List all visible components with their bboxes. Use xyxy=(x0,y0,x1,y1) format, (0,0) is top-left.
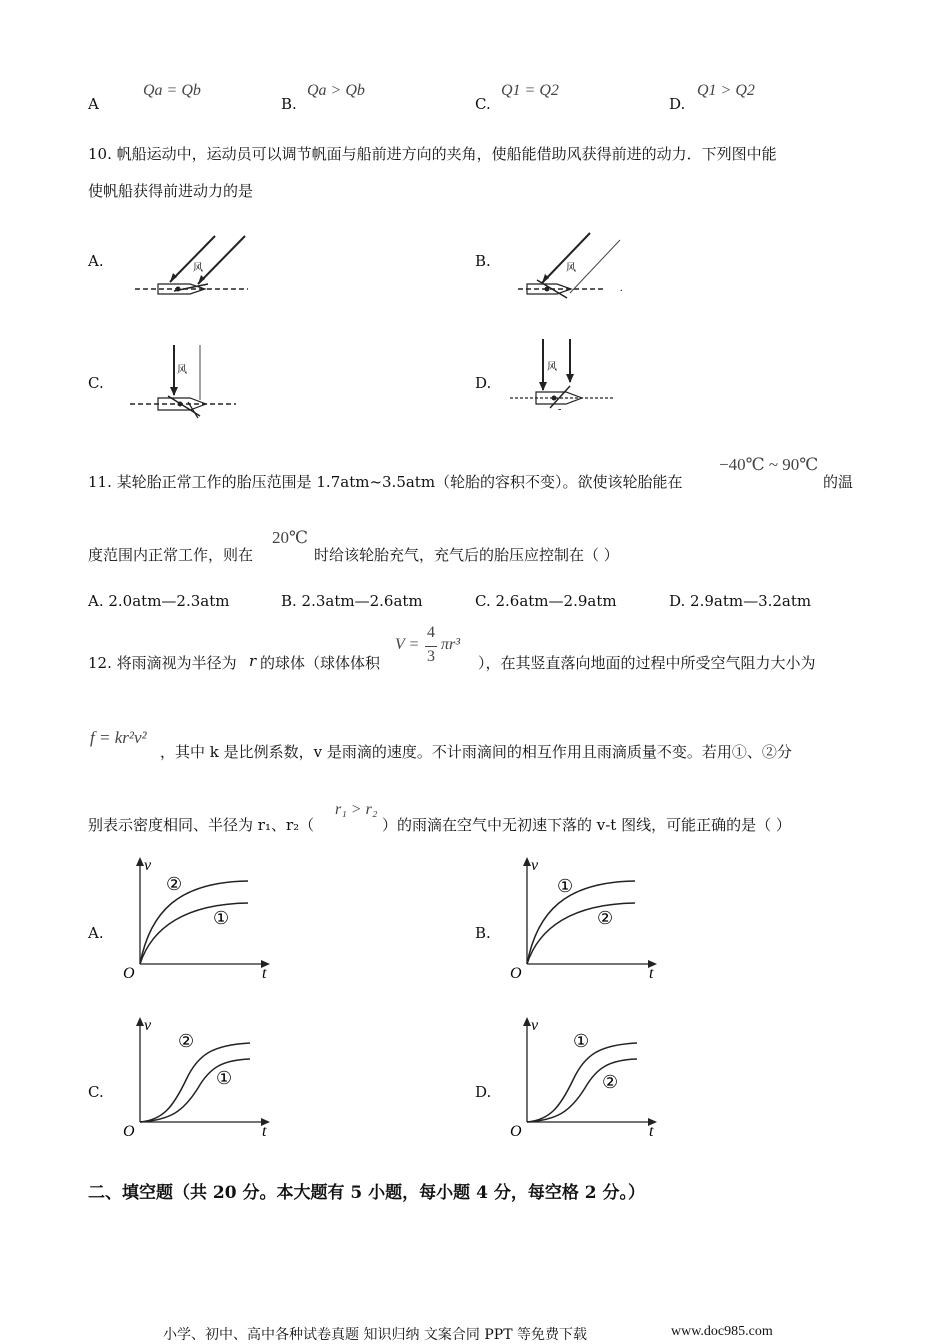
q10-stem-line1: 10. 帆船运动中，运动员可以调节帆面与船前进方向的夹角，使船能借助风获得前进的动力．下列图中能 xyxy=(88,145,777,163)
q10-a-wind-label: 风 xyxy=(193,263,203,274)
q10-b-wind-label: 风 xyxy=(566,263,576,274)
q10-stem-line2: 使帆船获得前进动力的是 xyxy=(88,182,254,200)
q11-temp-range: −40℃ ~ 90℃ xyxy=(719,455,819,474)
q10-diagram-b xyxy=(515,228,627,303)
q12-stem-line1c: ），在其竖直落向地面的过程中所受空气阻力大小为 xyxy=(478,654,816,672)
svg-text:.: . xyxy=(620,283,623,294)
q12-volume-num: 4 xyxy=(427,624,435,641)
q12-a-top-curve-label: ② xyxy=(166,874,183,894)
q12-d-origin: O xyxy=(510,1123,522,1140)
q12-d-axis-t: t xyxy=(649,1123,654,1140)
q12-option-a-label: A. xyxy=(88,924,104,942)
q12-b-bottom-curve-label: ② xyxy=(597,908,614,928)
q10-diagram-a xyxy=(130,228,255,303)
q9-option-b-label: B. xyxy=(281,95,297,113)
q9-option-a-label: A xyxy=(88,95,99,113)
q12-radius-relation: r₁ > r₂ xyxy=(335,801,378,818)
q12-a-bottom-curve-label: ① xyxy=(213,908,230,928)
q12-volume-formula xyxy=(395,622,475,672)
q11-option-c: C. 2.6atm—2.9atm xyxy=(475,592,617,610)
q12-graph-c xyxy=(118,1012,278,1142)
q9-option-d-expr: Q1 > Q2 xyxy=(697,82,755,99)
q12-option-d-label: D. xyxy=(475,1083,492,1101)
q10-option-b-label: B. xyxy=(475,252,491,270)
q9-option-c-label: C. xyxy=(475,95,491,113)
q12-stem-line1a: 12. 将雨滴视为半径为 xyxy=(88,654,237,672)
q12-stem-line3b: ）的雨滴在空气中无初速下落的 v-t 图线，可能正确的是（ ） xyxy=(382,816,791,834)
q9-option-c-expr: Q1 = Q2 xyxy=(501,82,559,99)
q12-option-b-label: B. xyxy=(475,924,491,942)
q12-fraction-bar xyxy=(425,646,437,647)
q11-option-d: D. 2.9atm—3.2atm xyxy=(669,592,812,610)
q10-diagram-c xyxy=(128,340,240,422)
q10-c-wind-label: 风 xyxy=(177,365,187,376)
q12-c-origin: O xyxy=(123,1123,135,1140)
q12-b-origin: O xyxy=(510,965,522,982)
footer-text: 小学、初中、高中各种试卷真题 知识归纳 文案合同 PPT 等免费下载 xyxy=(163,1327,587,1343)
q11-option-b: B. 2.3atm—2.6atm xyxy=(281,592,423,610)
q12-resistance-formula: f = kr²v² xyxy=(90,728,147,747)
q11-option-a: A. 2.0atm—2.3atm xyxy=(88,592,230,610)
svg-text:-: - xyxy=(558,404,562,415)
q10-diagram-d xyxy=(510,336,618,418)
q9-option-a-expr: Qa = Qb xyxy=(143,82,201,99)
q12-b-axis-v: v xyxy=(531,857,539,874)
q12-c-top-curve-label: ② xyxy=(178,1031,195,1051)
q12-stem-line2: ，其中 k 是比例系数，v 是雨滴的速度。不计雨滴间的相互作用且雨滴质量不变。若用①、②分 xyxy=(160,743,792,761)
q12-volume-rhs: πr³ xyxy=(441,636,461,653)
q11-temp: 20℃ xyxy=(272,528,309,547)
q12-d-axis-v: v xyxy=(531,1017,539,1034)
q12-volume-den: 3 xyxy=(427,648,435,665)
q12-b-top-curve-label: ① xyxy=(557,876,574,896)
q12-stem-line1b: 的球体（球体体积 xyxy=(260,654,381,672)
q12-stem-line3a: 别表示密度相同、半径为 r₁、r₂（ xyxy=(88,816,315,834)
q12-graph-b xyxy=(505,852,665,982)
q12-d-top-curve-label: ① xyxy=(573,1031,590,1051)
q12-graph-d xyxy=(505,1012,665,1142)
q12-graph-a xyxy=(118,852,278,982)
q9-option-d-label: D. xyxy=(669,95,686,113)
q12-c-axis-v: v xyxy=(144,1017,152,1034)
q12-a-axis-v: v xyxy=(144,857,152,874)
q12-volume-lhs: V = xyxy=(395,636,420,653)
q11-stem-line1a: 11. 某轮胎正常工作的胎压范围是 1.7atm~3.5atm（轮胎的容积不变）。欲使该轮胎能在 xyxy=(88,473,683,491)
q10-option-c-label: C. xyxy=(88,374,104,392)
q12-var-r: r xyxy=(249,652,257,670)
section-2-heading: 二、填空题（共 20 分。本大题有 5 小题，每小题 4 分，每空格 2 分。） xyxy=(88,1183,645,1203)
q11-stem-line2b: 时给该轮胎充气，充气后的胎压应控制在（ ） xyxy=(314,546,619,564)
q10-d-wind-label: 风 xyxy=(547,362,557,373)
footer-url[interactable]: www.doc985.com xyxy=(671,1324,773,1339)
q12-c-bottom-curve-label: ① xyxy=(216,1068,233,1088)
q11-stem-line1b: 的温 xyxy=(823,473,854,491)
q12-c-axis-t: t xyxy=(262,1123,267,1140)
q12-b-axis-t: t xyxy=(649,965,654,982)
q12-a-origin: O xyxy=(123,965,135,982)
q11-stem-line2a: 度范围内正常工作，则在 xyxy=(88,546,254,564)
q12-d-bottom-curve-label: ② xyxy=(602,1072,619,1092)
q12-option-c-label: C. xyxy=(88,1083,104,1101)
q12-a-axis-t: t xyxy=(262,965,267,982)
q10-option-a-label: A. xyxy=(88,252,104,270)
q10-option-d-label: D. xyxy=(475,374,492,392)
q9-option-b-expr: Qa > Qb xyxy=(307,82,365,99)
